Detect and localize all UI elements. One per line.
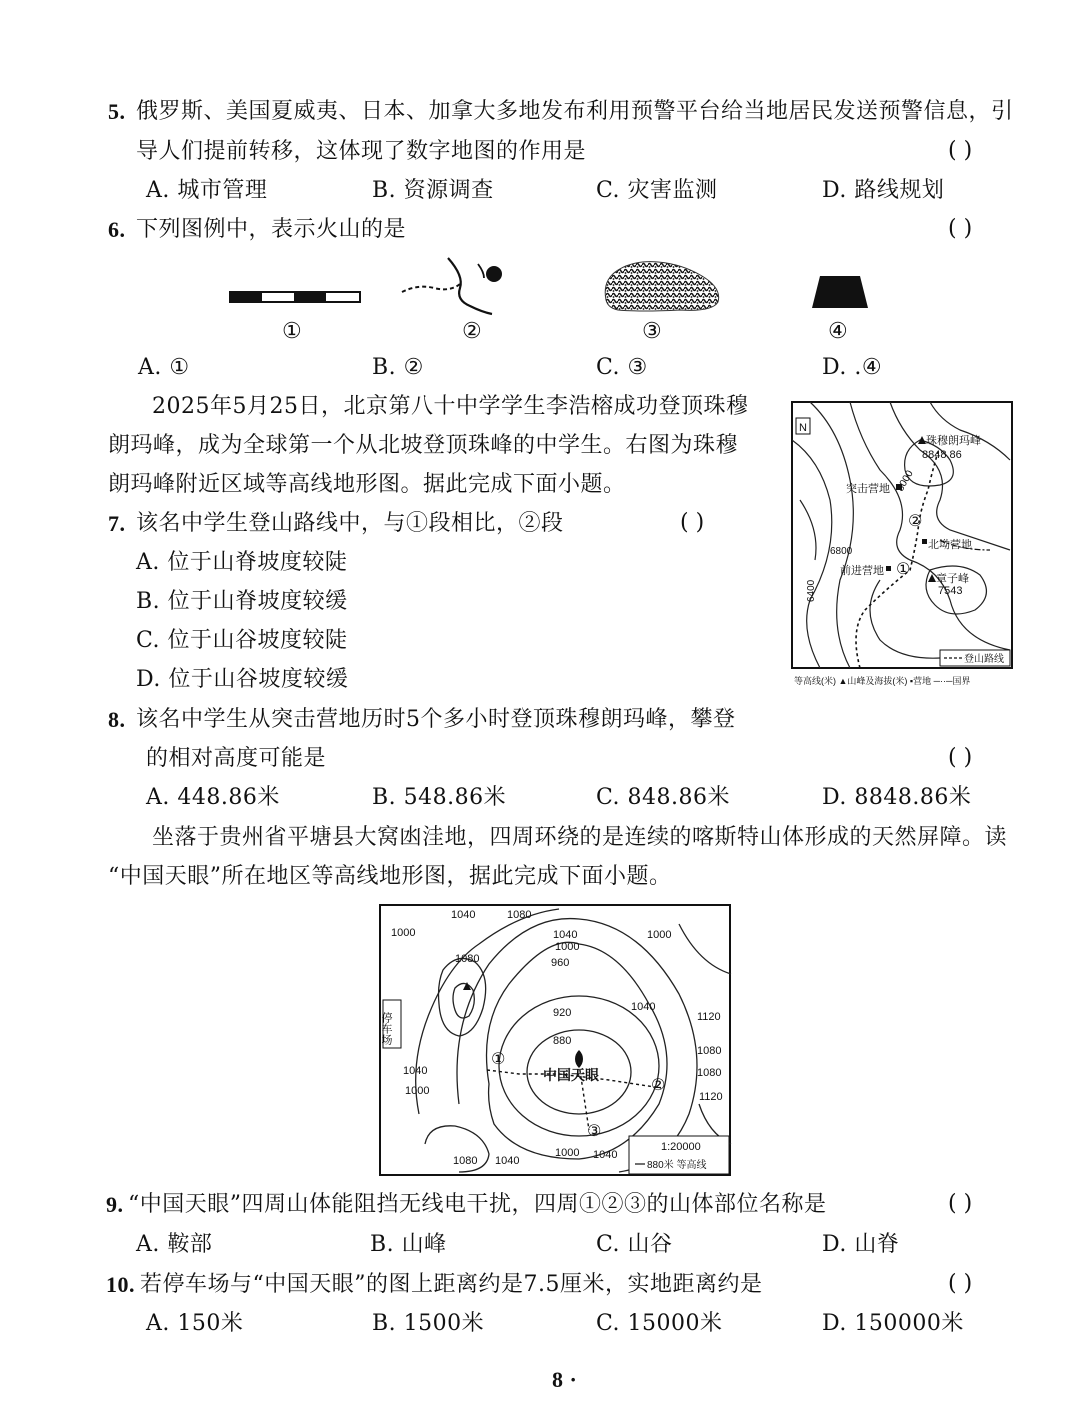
legend-label-3: ③: [642, 319, 663, 344]
q8-number: 8.: [108, 707, 126, 732]
map2-marker-3: ③: [587, 1123, 602, 1140]
map2-center-label: 中国天眼: [543, 1067, 599, 1083]
map2-label: 1080: [453, 1155, 478, 1167]
q5-option-a[interactable]: A. 城市管理: [146, 178, 268, 203]
q9-option-a[interactable]: A. 鞍部: [136, 1232, 213, 1257]
map1-legend-bottom: 等高线(米) ▲山峰及海拔(米) ▪营地 ─··─国界: [794, 676, 971, 686]
map1-marker-2: ②: [908, 513, 923, 530]
q7-stem: 该名中学生登山路线中，与①段相比，②段: [136, 511, 564, 536]
q9-stem: “中国天眼”四周山体能阻挡无线电干扰，四周①②③的山体部位名称是: [128, 1192, 827, 1217]
map1-camp-front: 前进营地: [840, 565, 884, 577]
map2-legend: 880米 等高线: [647, 1160, 707, 1171]
map1-peak2-name: 章子峰: [936, 573, 969, 585]
map1-peak-name: 珠穆朗玛峰: [926, 435, 981, 447]
legend-label-2: ②: [462, 319, 483, 344]
map2-label: 1000: [647, 929, 672, 941]
q10-option-c[interactable]: C. 15000米: [596, 1311, 723, 1336]
map2-label: 1120: [697, 1011, 721, 1023]
q5-stem-line1: 俄罗斯、美国夏威夷、日本、加拿大多地发布利用预警平台给当地居民发送预警信息，引: [136, 99, 1014, 124]
q8-option-b[interactable]: B. 548.86米: [372, 785, 507, 810]
q8-stem-line1: 该名中学生从突击营地历时5个多小时登顶珠穆朗玛峰，攀登: [136, 707, 736, 732]
map1-contour-6400: 6400: [806, 579, 817, 602]
q7-option-a[interactable]: A. 位于山脊坡度较陡: [136, 550, 348, 575]
map2-label: 1080: [507, 909, 532, 921]
map2-label: 920: [553, 1007, 572, 1019]
q7-option-d[interactable]: D. 位于山谷坡度较缓: [136, 667, 349, 692]
map2-label: 1000: [555, 941, 580, 953]
q5-stem-line2: 导人们提前转移，这体现了数字地图的作用是: [136, 139, 587, 164]
map1-marker-1: ①: [896, 561, 911, 578]
q7-option-b[interactable]: B. 位于山脊坡度较缓: [136, 589, 348, 614]
fast-contour-map: [379, 904, 733, 1178]
q7-option-c[interactable]: C. 位于山谷坡度较陡: [136, 628, 348, 653]
q5-answer-paren[interactable]: ( ): [948, 138, 973, 163]
map2-label: 1080: [697, 1045, 722, 1057]
everest-contour-map: [790, 400, 1016, 690]
passage2-line2: “中国天眼”所在地区等高线地形图，据此完成下面小题。: [108, 864, 672, 889]
q9-option-d[interactable]: D. 山脊: [822, 1232, 900, 1257]
map2-label: 1040: [631, 1001, 656, 1013]
map1-contour-8000: 8000: [895, 468, 916, 494]
map2-label: 1040: [495, 1155, 520, 1167]
q9-option-b[interactable]: B. 山峰: [370, 1232, 447, 1257]
volcano-symbol: [600, 256, 726, 316]
map1-peak-elev: 8848.86: [922, 449, 962, 461]
map2-label: 1080: [455, 953, 480, 965]
river-spring-symbol: [398, 254, 518, 318]
q8-option-a[interactable]: A. 448.86米: [146, 785, 280, 810]
map2-label: 1120: [699, 1091, 723, 1103]
map2-label: 880: [553, 1035, 572, 1047]
map1-camp-north: 北坳营地: [928, 539, 972, 551]
map1-contour-6800: 6800: [830, 546, 853, 557]
q6-answer-paren[interactable]: ( ): [948, 216, 973, 241]
q6-option-d[interactable]: D. .④: [822, 355, 883, 380]
map2-label: 1040: [451, 909, 476, 921]
map2-label: 1040: [553, 929, 578, 941]
map2-label: 1040: [593, 1149, 618, 1161]
q5-option-d[interactable]: D. 路线规划: [822, 178, 945, 203]
q6-stem: 下列图例中，表示火山的是: [136, 217, 407, 242]
map2-marker-1: ①: [491, 1051, 506, 1068]
q5-number: 5.: [108, 99, 126, 124]
map2-label: 1080: [697, 1067, 722, 1079]
q9-answer-paren[interactable]: ( ): [948, 1191, 973, 1216]
q6-option-c[interactable]: C. ③: [596, 355, 648, 380]
trapezoid-symbol: [810, 274, 870, 310]
q10-option-a[interactable]: A. 150米: [146, 1311, 244, 1336]
q6-number: 6.: [108, 217, 126, 242]
map1-camp-tuji: 突击营地: [846, 483, 890, 495]
map2-parking-label: 停车场: [380, 1012, 392, 1045]
q8-option-c[interactable]: C. 848.86米: [596, 785, 731, 810]
passage1-line1: 2025年5月25日，北京第八十中学学生李浩榕成功登顶珠穆: [152, 394, 749, 419]
map2-label: 1000: [405, 1085, 430, 1097]
q5-option-c[interactable]: C. 灾害监测: [596, 178, 718, 203]
map2-label: 1000: [555, 1147, 580, 1159]
map2-label: 1000: [391, 927, 416, 939]
q9-number: 9.: [106, 1192, 124, 1217]
q6-option-a[interactable]: A. ①: [138, 355, 190, 380]
q9-option-c[interactable]: C. 山谷: [596, 1232, 673, 1257]
map1-peak2-elev: 7543: [938, 585, 963, 597]
map2-marker-2: ②: [651, 1077, 666, 1094]
q8-option-d[interactable]: D. 8848.86米: [822, 785, 972, 810]
q10-number: 10.: [106, 1272, 135, 1297]
q5-option-b[interactable]: B. 资源调查: [372, 178, 494, 203]
q8-answer-paren[interactable]: ( ): [948, 745, 973, 770]
page-number: 8 ·: [552, 1367, 578, 1392]
map1-north-label: N: [799, 422, 807, 434]
q6-option-b[interactable]: B. ②: [372, 355, 424, 380]
q7-answer-paren[interactable]: ( ): [680, 510, 705, 535]
passage2-line1: 坐落于贵州省平塘县大窝凼洼地，四周环绕的是连续的喀斯特山体形成的天然屏障。读: [152, 825, 1008, 850]
passage1-line2: 朗玛峰，成为全球第一个从北坡登顶珠峰的中学生。右图为珠穆: [108, 433, 739, 458]
map2-label: 960: [551, 957, 570, 969]
legend-label-1: ①: [282, 319, 303, 344]
map1-legend-route: 登山路线: [964, 654, 1004, 665]
q7-number: 7.: [108, 511, 126, 536]
passage1-line3: 朗玛峰附近区域等高线地形图。据此完成下面小题。: [108, 472, 626, 497]
q10-stem: 若停车场与“中国天眼”的图上距离约是7.5厘米，实地距离约是: [140, 1272, 763, 1297]
q10-option-b[interactable]: B. 1500米: [372, 1311, 485, 1336]
q8-stem-line2: 的相对高度可能是: [146, 746, 327, 771]
scale-bar-symbol: [228, 286, 364, 308]
map2-label: 1040: [403, 1065, 428, 1077]
q10-answer-paren[interactable]: ( ): [948, 1271, 973, 1296]
q10-option-d[interactable]: D. 150000米: [822, 1311, 964, 1336]
legend-label-4: ④: [828, 319, 849, 344]
map2-scale: 1:20000: [661, 1141, 701, 1153]
